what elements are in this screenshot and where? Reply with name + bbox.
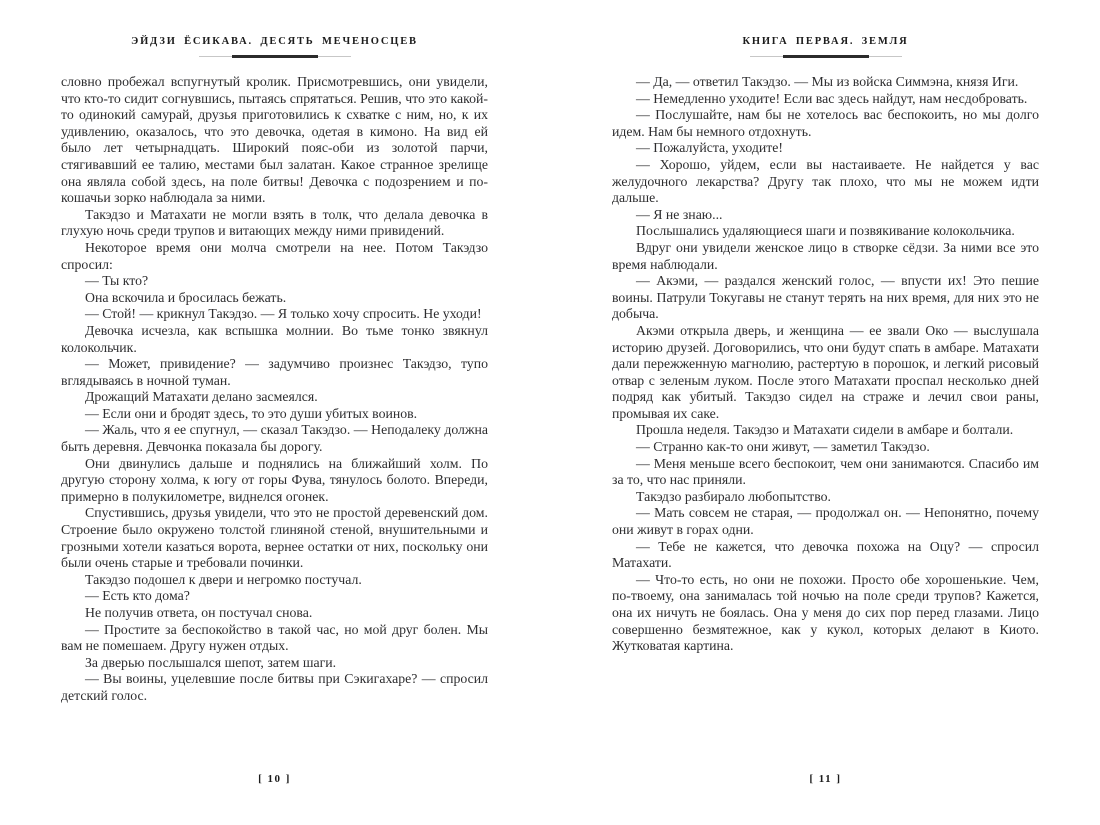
paragraph: — Странно как-то они живут, — заметил Такэдзо. [636,439,930,455]
paragraph: Акэми открыла дверь, и женщина — ее звали Око — выслушала историю друзей. Договорились, что они будут спать в амбаре. Матахати дали пережженную магнолию, растертую в порошок, и легкий рисовый отвар с зеленым луком. После этого Матахати проспал несколько дней подряд как убитый. Такэдзо сидел на страже и лечил свои раны, промывая их саке. [612,322,1039,421]
paragraph: Такэдзо подошел к двери и негромко постучал. [85,571,362,587]
running-head-title-left: ЭЙДЗИ ЁСИКАВА. ДЕСЯТЬ МЕЧЕНОСЦЕВ [131,36,418,47]
paragraph: — Мать совсем не старая, — продолжал он. — Непонятно, почему они живут в горах одни. [612,505,1039,538]
page-number-left: [ 10 ] [258,773,291,785]
paragraph: Спустившись, друзья увидели, что это не простой деревенский дом. Строение было окружено толстой глиняной стеной, внушительными и грозными хотели казаться ворота, вернее остатки от них, поскольку они были очень старые и требовали починки. [61,505,488,571]
paragraph: За дверью послышался шепот, затем шаги. [85,654,337,670]
paragraph: — Пожалуйста, уходите! [636,140,783,156]
paragraph: Девочка исчезла, как вспышка молнии. Во тьме тонко звякнул колокольчик. [61,322,488,355]
paragraph: — Вы воины, уцелевшие после битвы при Сэкигахаре? — спросил детский голос. [61,671,488,703]
page-text-right [612,74,1039,765]
book-page-left [61,0,488,825]
paragraph: Такэдзо разбирало любопытство. [636,488,831,504]
paragraph: — Если они и бродят здесь, то это души убитых воинов. [85,405,418,421]
paragraph: — Меня меньше всего беспокоит, чем они занимаются. Спасибо им за то, что нас приняли. [612,455,1039,488]
paragraph: словно пробежал вспугнутый кролик. Присмотревшись, они увидели, что кто-то сидит согнувшись, пытаясь спрятаться. Решив, что это какой-то одинокий самурай, друзья приготовились к схватке с ним, но, к их удивлению, оказалось, что это девочка, одетая в кимоно. На вид ей было лет четырнадцать. Широкий пояс-оби из золотой парчи, стягивавший ее талию, местами был залатан. Какое странное зрелище она являла собой здесь, на поле битвы! Девочка с подозрением и по-кошачьи зорко наблюдала за ними. [61,74,488,206]
paragraph: Вдруг они увидели женское лицо в створке сёдзи. За ними все это время наблюдали. [612,239,1039,272]
paragraph: — Что-то есть, но они не похожи. Просто обе хорошенькие. Чем, по-твоему, она занималась той ночью на поле среди трупов? Кажется, она их ничуть не боялась. Она у меня до сих пор перед глазами. Лицо совершенно безмятежное, как у кукол, которых делают в Киото. Жутковатая картина. [612,571,1039,654]
page-text-left [61,74,488,765]
paragraph: Не получив ответа, он постучал снова. [85,605,313,620]
running-head-left [61,0,488,59]
header-rule-center-bar [232,55,318,59]
paragraph: — Простите за беспокойство в такой час, но мой друг болен. Мы вам не помешаем. Другу нужен отдых. [61,621,488,654]
paragraph: — Хорошо, уйдем, если вы настаиваете. Не найдется у вас желудочного лекарства? Другу так плохо, что мы не можем идти дальше. [612,156,1039,206]
paragraph: Она вскочила и бросилась бежать. [85,289,287,305]
book-page-right [612,0,1039,825]
header-rule-center-bar [783,55,869,59]
paragraph: — Есть кто дома? [85,588,190,604]
paragraph: — Стой! — крикнул Такэдзо. — Я только хочу спросить. Не уходи! [85,306,482,322]
paragraph: Они двинулись дальше и поднялись на ближайший холм. По другую сторону холма, к югу от горы Фува, тянулось болото. Впереди, примерно в полукилометре, виднелся огонек. [61,455,488,504]
paragraph: — Жаль, что я ее спугнул, — сказал Такэдзо. — Неподалеку должна быть деревня. Девчонка показала бы дорогу. [61,422,488,455]
page-number-right: [ 11 ] [809,773,842,785]
paragraph: — Немедленно уходите! Если вас здесь найдут, нам несдобровать. [636,90,1028,106]
paragraph: Некоторое время они молча смотрели на нее. Потом Такэдзо спросил: [61,239,488,272]
paragraph: Дрожащий Матахати делано засмеялся. [85,389,318,405]
paragraph: Прошла неделя. Такэдзо и Матахати сидели в амбаре и болтали. [636,422,1014,438]
header-rule-ornament [199,54,351,59]
running-head-right [612,0,1039,59]
paragraph: — Да, — ответил Такэдзо. — Мы из войска Симмэна, князя Иги. [636,74,1019,89]
running-head-title-right: КНИГА ПЕРВАЯ. ЗЕМЛЯ [742,36,909,47]
paragraph: Послышались удаляющиеся шаги и позвякивание колокольчика. [636,223,1015,239]
paragraph: Такэдзо и Матахати не могли взять в толк, что делала девочка в глухую ночь среди трупов и витающих между ними привидений. [61,206,488,239]
paragraph: — Ты кто? [85,273,149,289]
paragraph: — Акэми, — раздался женский голос, — впусти их! Это пешие воины. Патрули Токугавы не станут терять на них время, для них это не добыча. [612,273,1039,322]
paragraph: — Тебе не кажется, что девочка похожа на Оцу? — спросил Матахати. [612,538,1039,571]
paragraph: — Может, привидение? — задумчиво произнес Такэдзо, тупо вглядываясь в ночной туман. [61,356,488,388]
paragraph: — Послушайте, нам бы не хотелось вас беспокоить, но мы долго идем. Нам бы немного отдохнуть. [612,107,1039,139]
paragraph: — Я не знаю... [636,206,723,222]
header-rule-ornament [750,54,902,59]
